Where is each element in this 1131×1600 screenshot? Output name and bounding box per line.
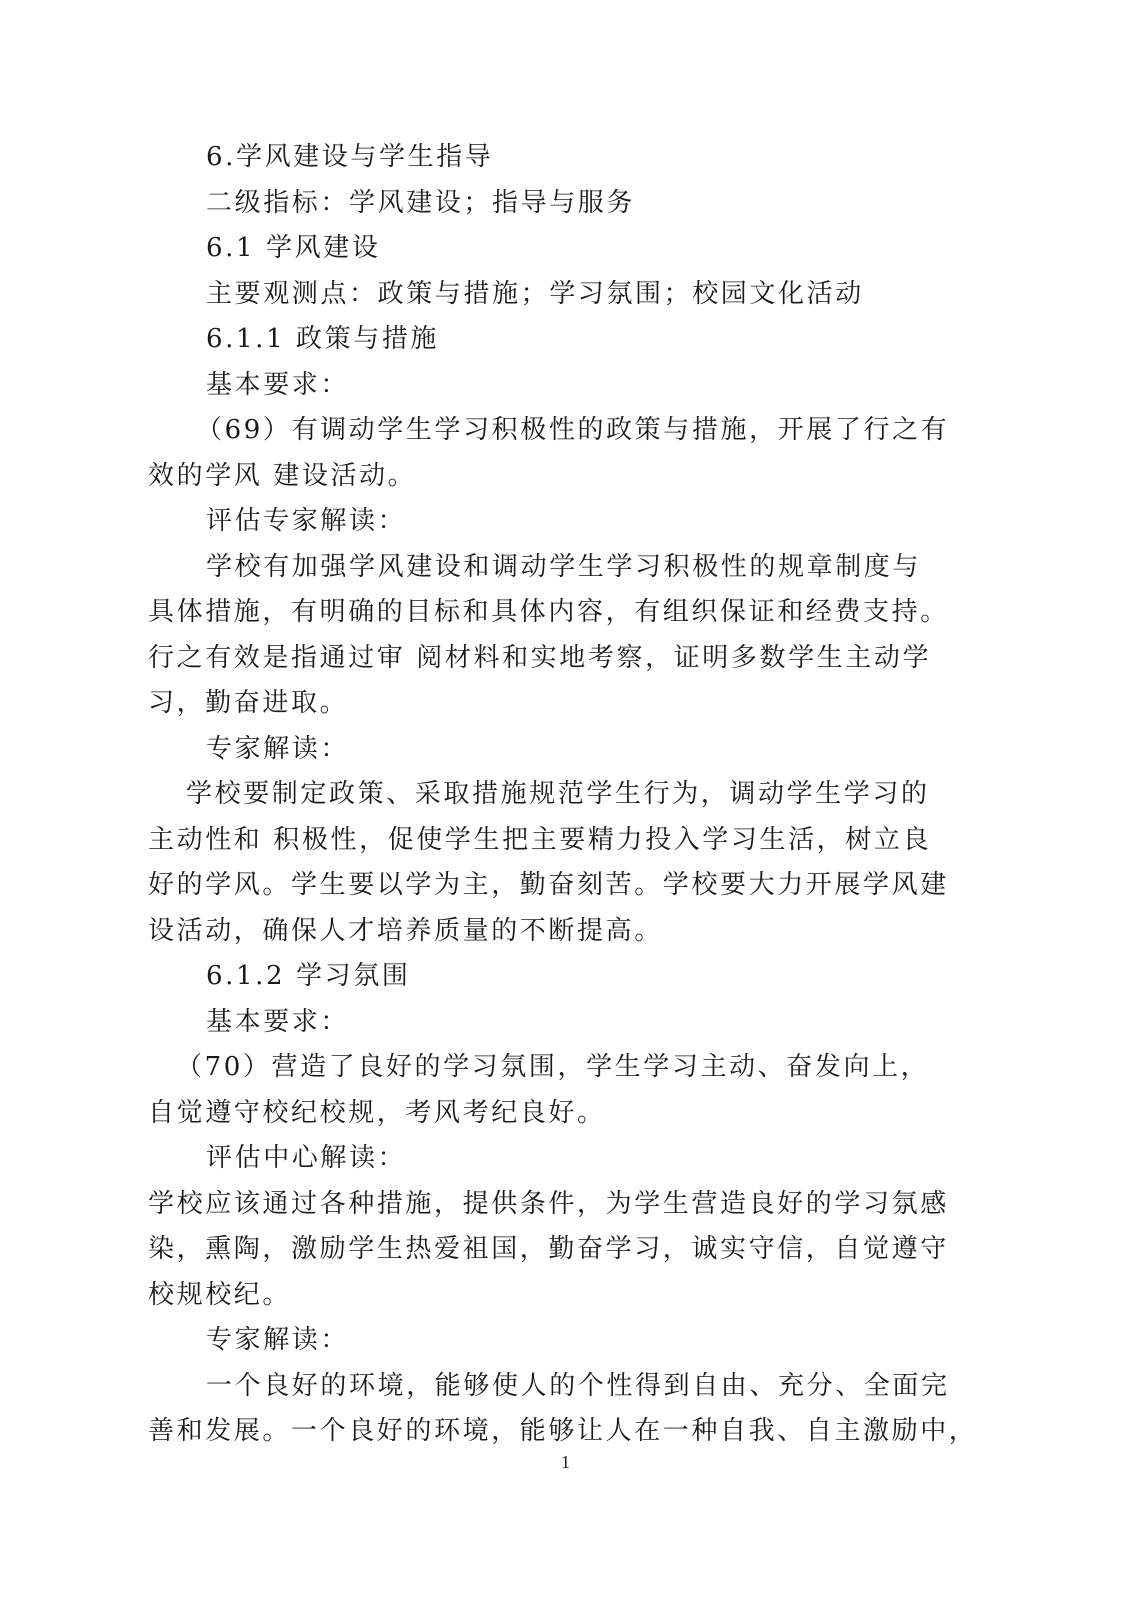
paragraph-line: （69）有调动学生学习积极性的政策与措施，开展了行之有 (196, 415, 950, 445)
label-basic-requirement: 基本要求： (206, 1006, 350, 1037)
label-center-interpretation: 评估中心解读： (206, 1143, 407, 1173)
label-expert-reading: 专家解读： (206, 1325, 350, 1355)
paragraph-line: 染，熏陶，激励学生热爱祖国，勤奋学习，诚实守信，自觉遵守 (148, 1234, 949, 1264)
paragraph-line: 好的学风。学生要以学为主，勤奋刻苦。学校要大力开展学风建 (148, 870, 949, 900)
page-number: 1 (561, 1452, 570, 1472)
paragraph-line: 学校有加强学风建设和调动学生学习积极性的规章制度与 (206, 551, 922, 582)
section-heading: 6.学风建设与学生指导 (206, 142, 494, 172)
subsubsection-heading: 6.1.1 政策与措施 (206, 324, 440, 354)
label-expert-interpretation: 评估专家解读： (206, 506, 407, 536)
paragraph-line: 自觉遵守校纪校规，考风考纪良好。 (148, 1097, 606, 1128)
paragraph-line: 校规校纪。 (148, 1279, 292, 1310)
paragraph-line: 具体措施，有明确的目标和具体内容，有组织保证和经费支持。 (148, 597, 949, 627)
observation-points: 主要观测点：政策与措施；学习氛围；校园文化活动 (206, 278, 864, 309)
subsubsection-heading: 6.1.2 学习氛围 (206, 961, 411, 991)
label-expert-reading: 专家解读： (206, 733, 350, 764)
paragraph-line: 一个良好的环境，能够使人的个性得到自由、充分、全面完 (206, 1370, 950, 1401)
document-body (148, 135, 978, 1455)
paragraph-line: 设活动，确保人才培养质量的不断提高。 (148, 915, 663, 946)
paragraph-line: 习，勤奋进取。 (148, 688, 349, 718)
paragraph-line: 善和发展。一个良好的环境，能够让人在一种自我、自主激励中， (148, 1416, 978, 1446)
paragraph-line: （70）营造了良好的学习氛围，学生学习主动、奋发向上， (176, 1052, 930, 1082)
label-basic-requirement: 基本要求： (206, 369, 350, 400)
secondary-indicators: 二级指标：学风建设；指导与服务 (206, 187, 636, 218)
subsection-heading: 6.1 学风建设 (206, 233, 381, 263)
paragraph-line: 效的学风 建设活动。 (148, 460, 417, 491)
paragraph-line: 学校要制定政策、采取措施规范学生行为，调动学生学习的 (186, 779, 930, 809)
paragraph-line: 学校应该通过各种措施，提供条件，为学生营造良好的学习氛感 (148, 1188, 949, 1219)
paragraph-line: 主动性和 积极性，促使学生把主要精力投入学习生活，树立良 (148, 824, 932, 855)
paragraph-line: 行之有效是指通过审 阅材料和实地考察，证明多数学生主动学 (148, 642, 932, 673)
